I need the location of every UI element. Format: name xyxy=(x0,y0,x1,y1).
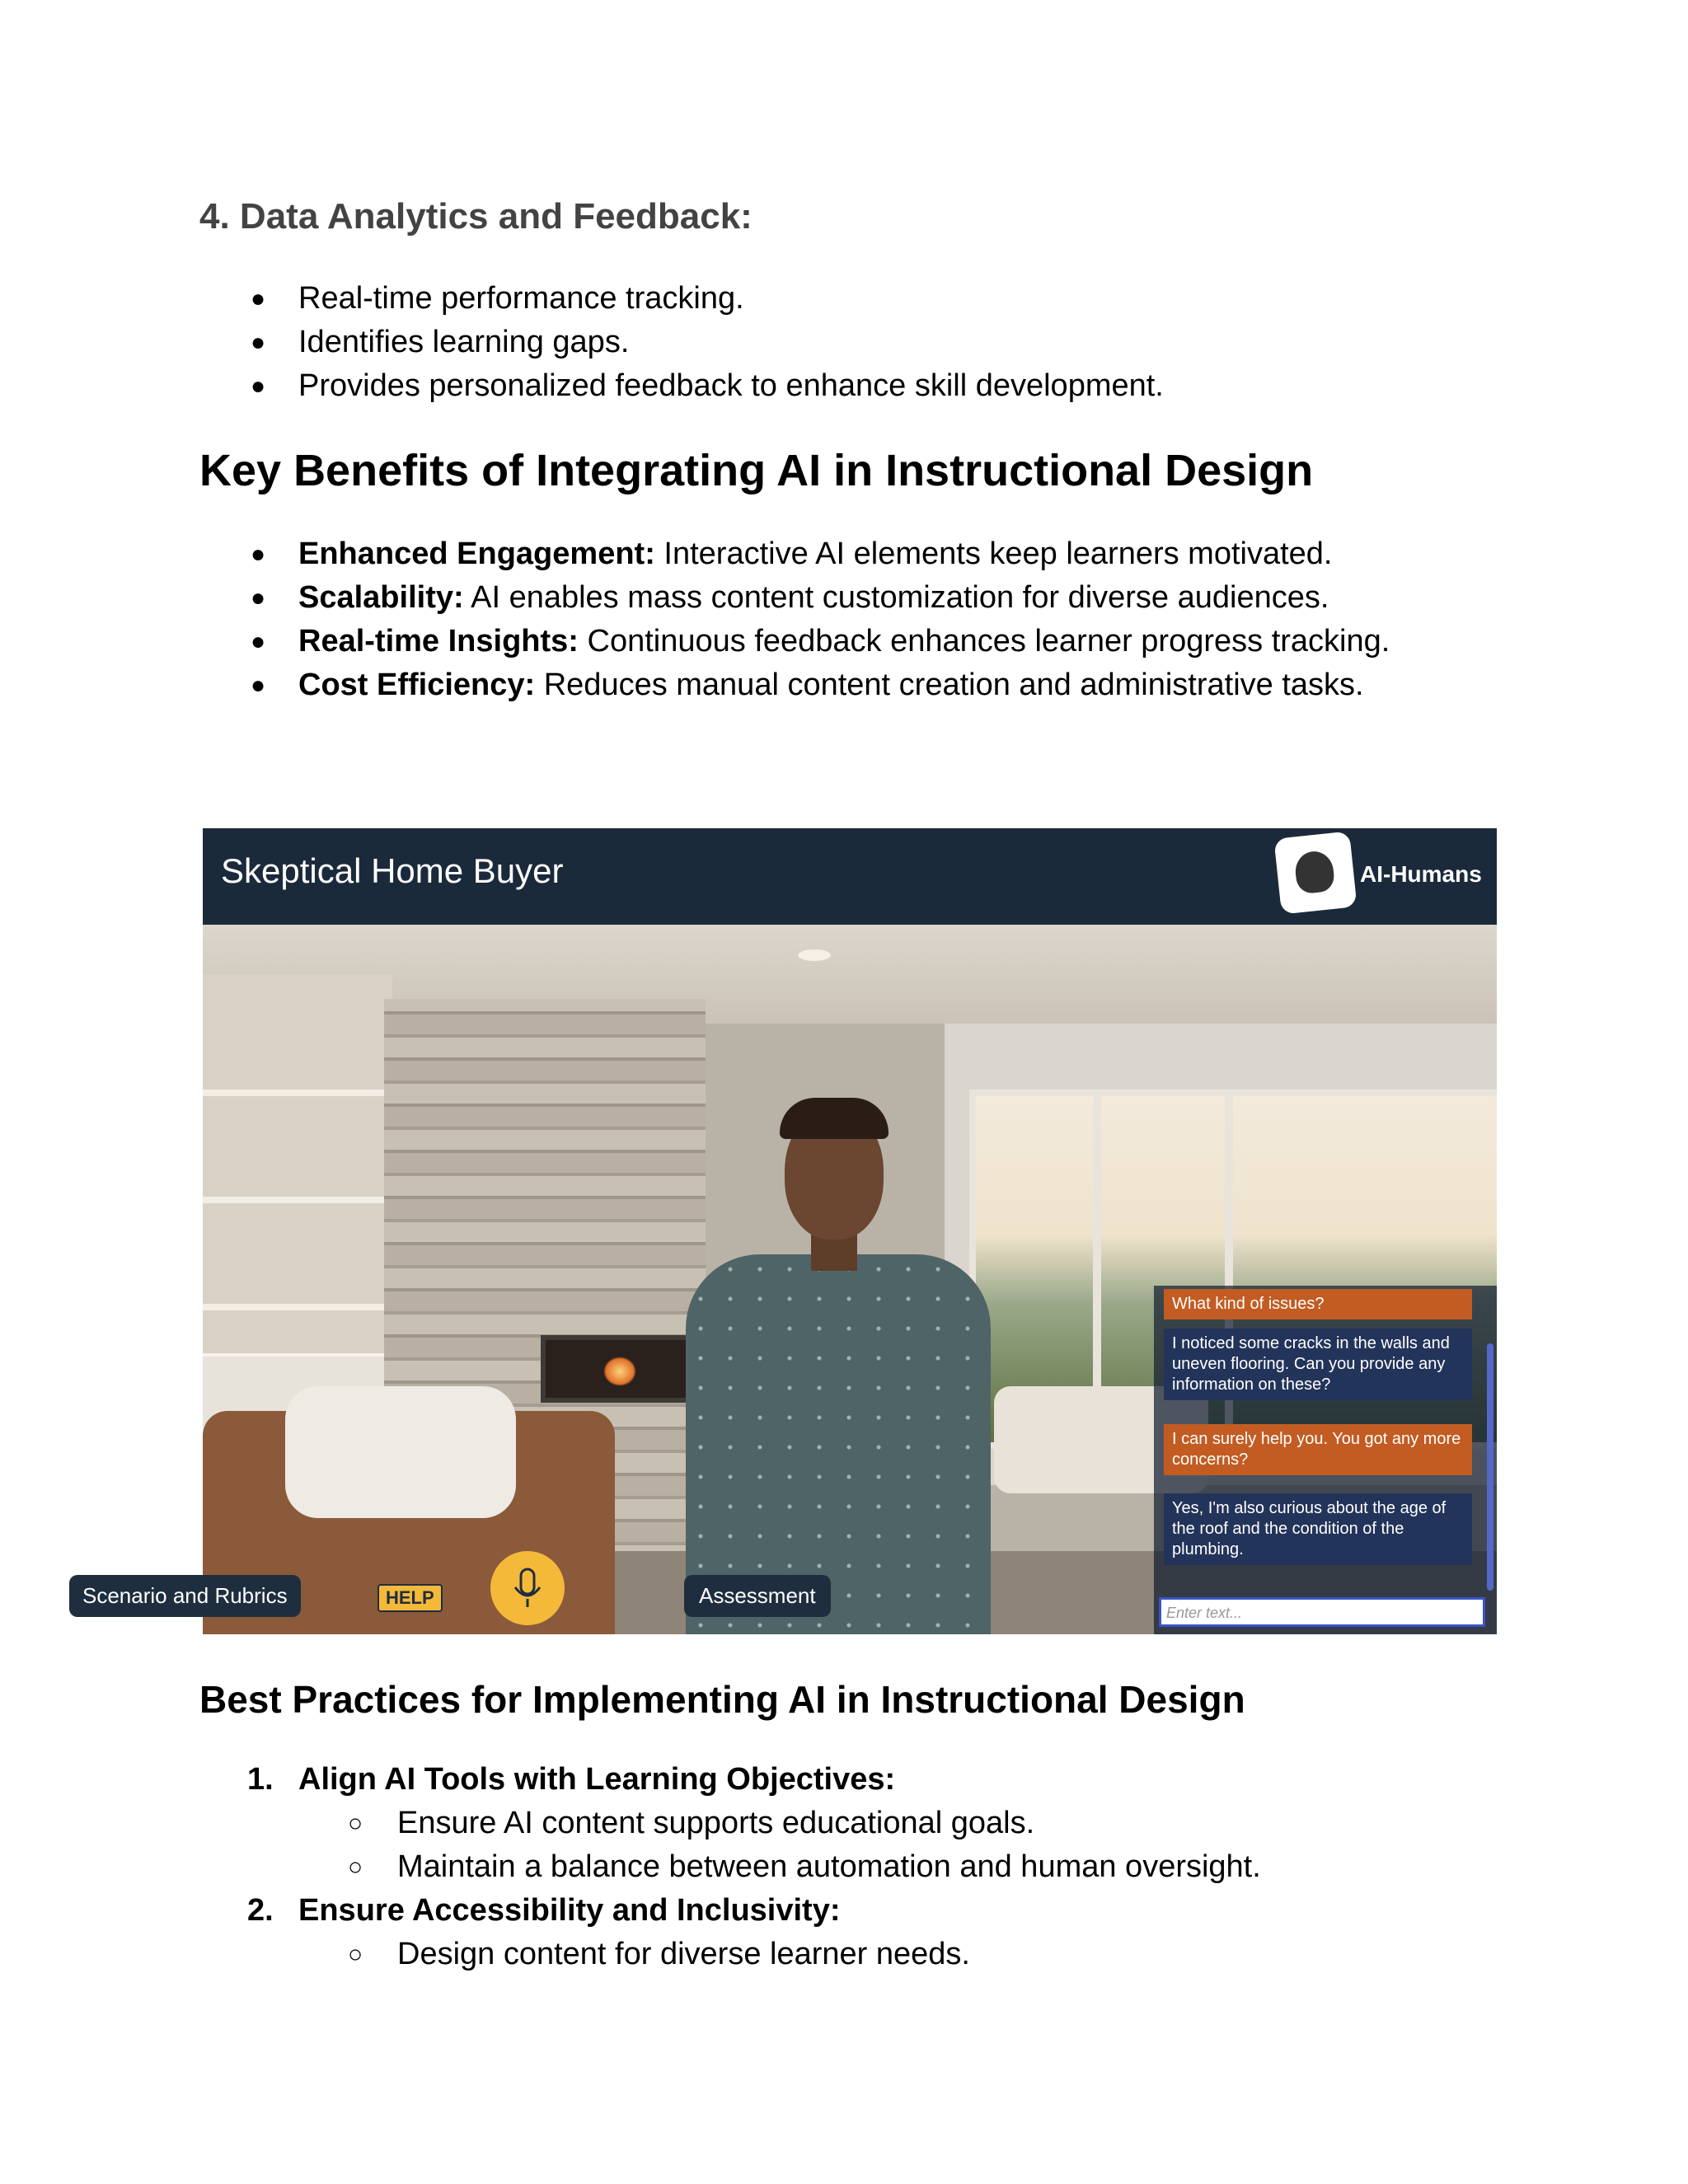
assessment-button[interactable]: Assessment xyxy=(684,1575,831,1617)
sub-list-item: ○ Ensure AI content supports educational goals. xyxy=(199,1802,1261,1845)
microphone-icon xyxy=(490,1551,565,1625)
best-practices-list xyxy=(199,1758,1261,1976)
data-analytics-list xyxy=(199,277,1164,408)
bullet-icon: ● xyxy=(251,541,266,568)
bullet-icon: ● xyxy=(251,329,266,356)
simulation-title: Skeptical Home Buyer xyxy=(221,851,564,890)
sub-list-item: ○ Maintain a balance between automation and human oversight. xyxy=(199,1845,1261,1889)
chat-message-ai: I can surely help you. You got any more concerns? xyxy=(1164,1424,1472,1475)
section-heading-key-benefits: Key Benefits of Integrating AI in Instructional Design xyxy=(199,446,1314,495)
simulation-header xyxy=(203,828,1497,925)
circle-bullet-icon: ○ xyxy=(348,1854,363,1881)
chat-message-user: Yes, I'm also curious about the age of the roof and the condition of the plumbing. xyxy=(1164,1493,1472,1565)
list-item: 1. Align AI Tools with Learning Objectives: xyxy=(247,1762,896,1797)
list-item: ● Identifies learning gaps. xyxy=(199,321,1164,364)
section-heading-data-analytics: 4. Data Analytics and Feedback: xyxy=(199,196,753,237)
list-item: ● Real-time performance tracking. xyxy=(199,277,1164,321)
sub-list-item: ○ Design content for diverse learner needs. xyxy=(199,1933,1261,1976)
benefits-list xyxy=(199,532,1390,707)
chat-text-input[interactable]: Enter text... xyxy=(1159,1597,1485,1627)
microphone-button[interactable] xyxy=(490,1551,565,1625)
circle-bullet-icon: ○ xyxy=(348,1810,363,1837)
list-item: ● Enhanced Engagement: Interactive AI elements keep learners motivated. xyxy=(199,532,1390,576)
section-heading-best-practices: Best Practices for Implementing AI in Instructional Design xyxy=(199,1678,1245,1721)
list-item: 2. Ensure Accessibility and Inclusivity: xyxy=(247,1893,841,1928)
cushion xyxy=(285,1386,516,1518)
list-item: ● Cost Efficiency: Reduces manual content creation and administrative tasks. xyxy=(199,663,1390,707)
list-item: ● Real-time Insights: Continuous feedback enhances learner progress tracking. xyxy=(199,620,1390,663)
bullet-icon: ● xyxy=(251,285,266,312)
scenario-rubrics-button[interactable]: Scenario and Rubrics xyxy=(69,1575,301,1617)
ceiling-light xyxy=(798,949,831,961)
help-button[interactable]: HELP xyxy=(377,1584,443,1612)
circle-bullet-icon: ○ xyxy=(348,1941,363,1968)
ai-humans-logo-icon xyxy=(1273,831,1357,914)
chat-scrollbar[interactable] xyxy=(1487,1343,1493,1591)
chat-panel xyxy=(1154,1286,1497,1634)
logo-text: AI-Humans xyxy=(1360,861,1482,887)
list-item: ● Scalability: AI enables mass content customization for diverse audiences. xyxy=(199,576,1390,620)
bullet-icon: ● xyxy=(251,628,266,655)
chat-message-ai: What kind of issues? xyxy=(1164,1289,1472,1319)
chat-message-user: I noticed some cracks in the walls and uneven flooring. Can you provide any information on these? xyxy=(1164,1329,1472,1400)
bullet-icon: ● xyxy=(251,584,266,612)
bullet-icon: ● xyxy=(251,672,266,699)
list-item: ● Provides personalized feedback to enhance skill development. xyxy=(199,364,1164,408)
bullet-icon: ● xyxy=(251,373,266,400)
fireplace xyxy=(541,1335,699,1403)
